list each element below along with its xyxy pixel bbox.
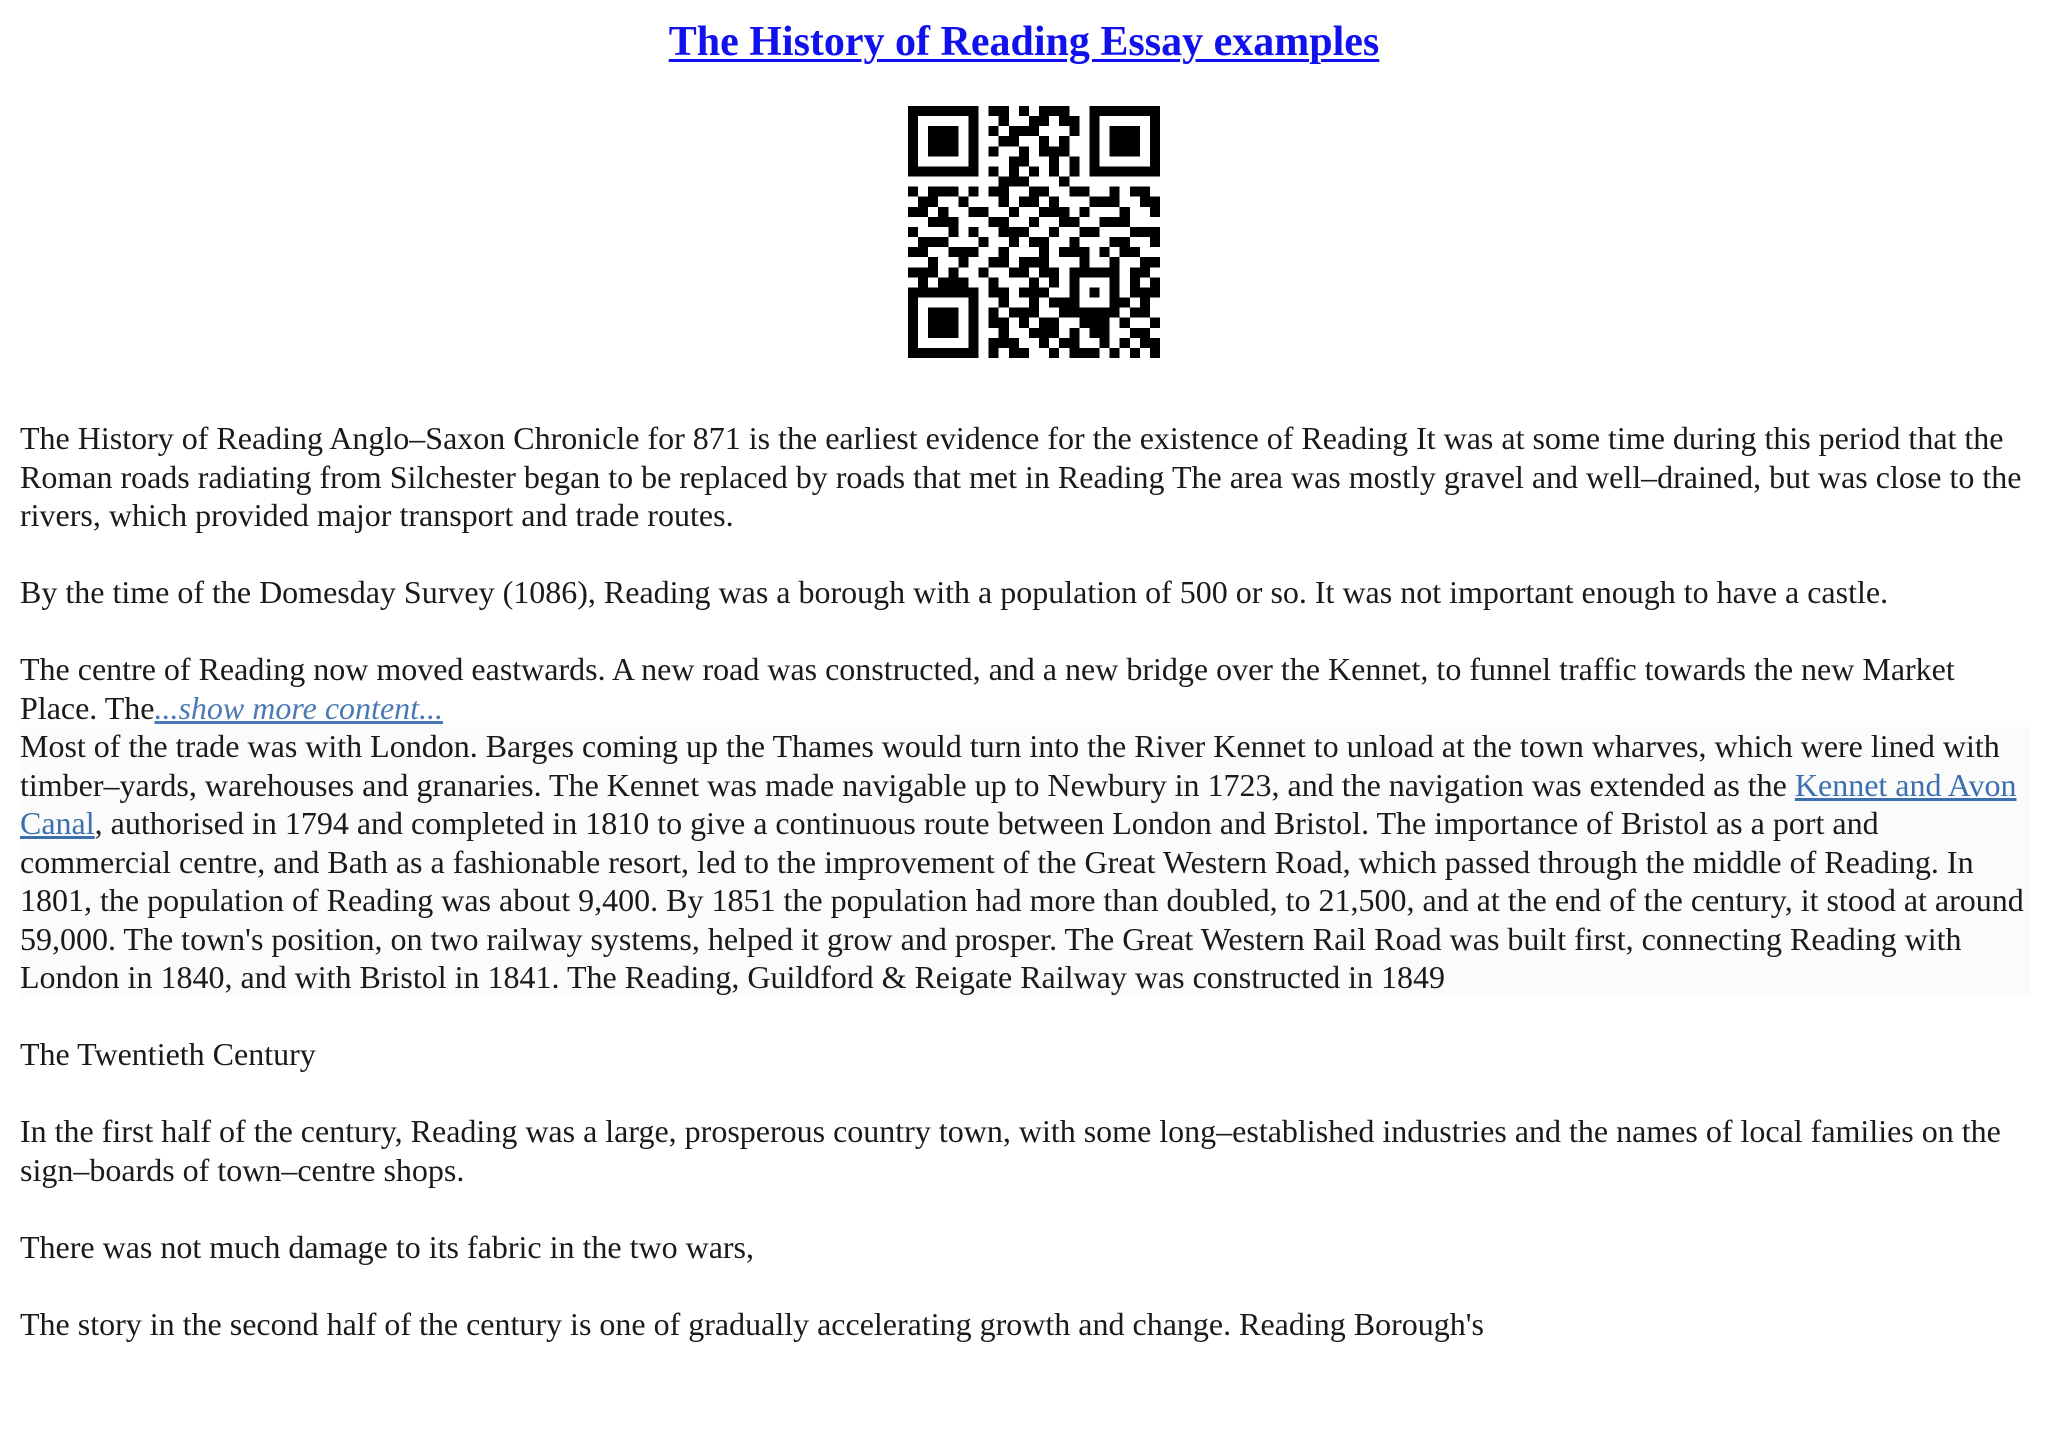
kennet-avon-canal-link[interactable]: Kennet and Avon Canal (20, 766, 2017, 841)
paragraph-3 (20, 650, 2030, 727)
paragraph-6: In the first half of the century, Reading was a large, prosperous country town, with some long–established industries and the names of local families on the sign–boards of town–centre shops. (20, 1113, 2001, 1188)
essay-content (20, 419, 2030, 1382)
show-more-link[interactable]: ...show more content... (154, 689, 444, 726)
title-container (0, 18, 2048, 66)
paragraph-4 (20, 727, 2030, 997)
paragraph-1: The History of Reading Anglo–Saxon Chronicle for 871 is the earliest evidence for the existence of Reading It was at some time during this period that the Roman roads radiating from Silchester began to be replaced by roads that met in Reading The area was mostly gravel and well–drained, but was close to the rivers, which provided major transport and trade routes. (20, 420, 2022, 533)
paragraph-8: The story in the second half of the century is one of gradually accelerating growth and change. Reading Borough's (20, 1305, 1484, 1342)
paragraph-2: By the time of the Domesday Survey (1086), Reading was a borough with a population of 500 or so. It was not important enough to have a castle. (20, 574, 1889, 610)
paragraph-7: There was not much damage to its fabric in the two wars, (20, 1228, 754, 1265)
section-heading-twentieth-century: The Twentieth Century (20, 1036, 316, 1072)
page-title-link[interactable]: The History of Reading Essay examples (668, 19, 1380, 65)
qr-code (908, 106, 1160, 358)
paragraph-3-text: The centre of Reading now moved eastwards. A new road was constructed, and a new bridge over the Kennet, to funnel traffic towards the new Market Place. The (20, 651, 1955, 726)
paragraph-4-text-after: , authorised in 1794 and completed in 1810 to give a continuous route between London and Bristol. The importance of Bristol as a port and commercial centre, and Bath as a fashionable resort, led to the improvement of the Great Western Road, which passed through the middle of Reading. In 1801, the population of Reading was about 9,400. By 1851 the population had more than doubled, to 21,500, and at the end of the century, it stood at around 59,000. The town's position, on two railway systems, helped it grow and prosper. The Great Western Rail Road was built first, connecting Reading with London in 1840, and with Bristol in 1841. The Reading, Guildford & Reigate Railway was constructed in 1849 (20, 805, 2024, 995)
paragraph-4-text-before: Most of the trade was with London. Barges coming up the Thames would turn into the River Kennet to unload at the town wharves, which were lined with timber–yards, warehouses and granaries. The Kennet was made navigable up to Newbury in 1723, and the navigation was extended as the (20, 728, 2000, 803)
